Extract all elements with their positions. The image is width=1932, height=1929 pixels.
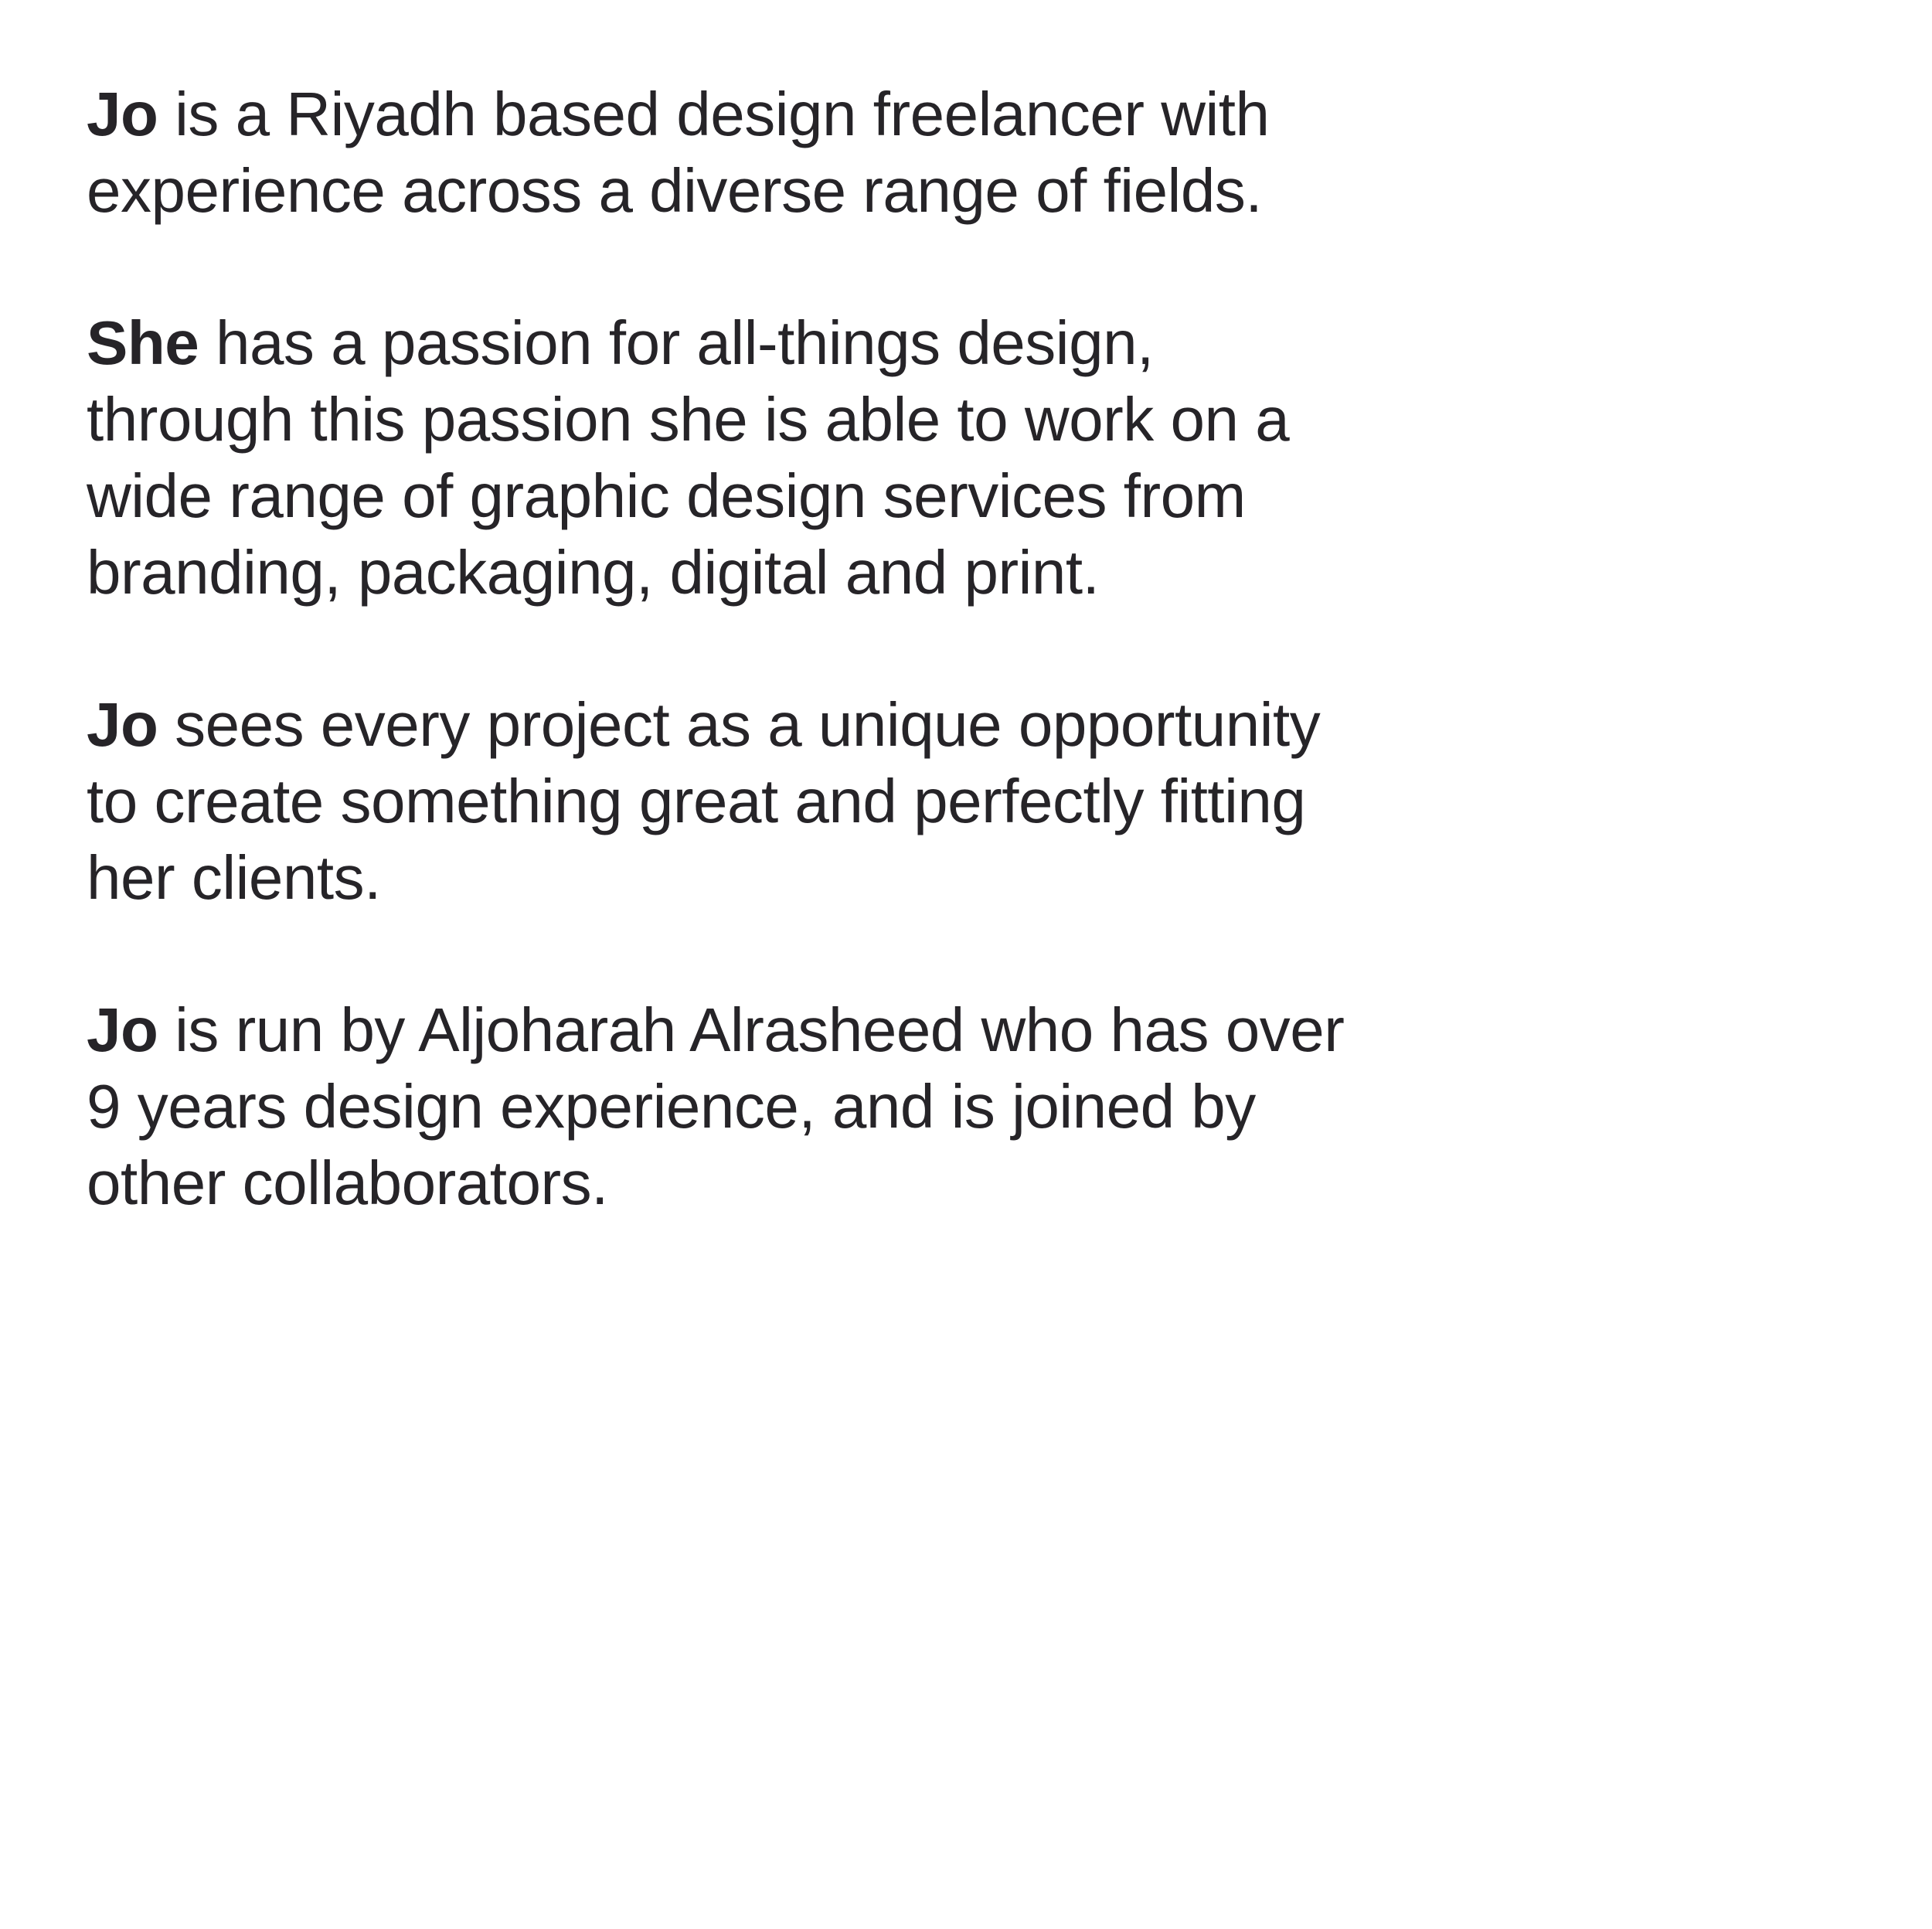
paragraph-text: is a Riyadh based design freelancer with xyxy=(158,80,1270,148)
paragraph-projects xyxy=(87,686,1524,916)
paragraph-lead: Jo xyxy=(87,80,158,148)
paragraph-line: branding, packaging, digital and print. xyxy=(87,538,1100,607)
paragraph-lead: Jo xyxy=(87,995,158,1064)
paragraph-line: her clients. xyxy=(87,843,381,912)
paragraph-line: other collaborators. xyxy=(87,1148,608,1217)
paragraph-passion xyxy=(87,304,1524,611)
paragraph-line: 9 years design experience, and is joined by xyxy=(87,1072,1256,1141)
paragraph-text: sees every project as a unique opportunity xyxy=(158,690,1321,759)
paragraph-line: to create something great and perfectly fitting xyxy=(87,767,1306,835)
paragraph-line xyxy=(87,76,1524,152)
paragraph-text: has a passion for all-things design, xyxy=(199,308,1154,377)
paragraph-text: is run by Aljoharah Alrasheed who has over xyxy=(158,995,1345,1064)
paragraph-team xyxy=(87,992,1524,1221)
paragraph-line xyxy=(87,686,1524,763)
paragraph-lead: Jo xyxy=(87,690,158,759)
paragraph-intro xyxy=(87,76,1524,229)
paragraph-line: experience across a diverse range of fields. xyxy=(87,156,1263,225)
about-text xyxy=(87,76,1524,1297)
paragraph-lead: She xyxy=(87,308,199,377)
paragraph-line xyxy=(87,304,1524,381)
paragraph-line xyxy=(87,992,1524,1068)
paragraph-line: wide range of graphic design services from xyxy=(87,461,1246,530)
paragraph-line: through this passion she is able to work on a xyxy=(87,385,1290,454)
